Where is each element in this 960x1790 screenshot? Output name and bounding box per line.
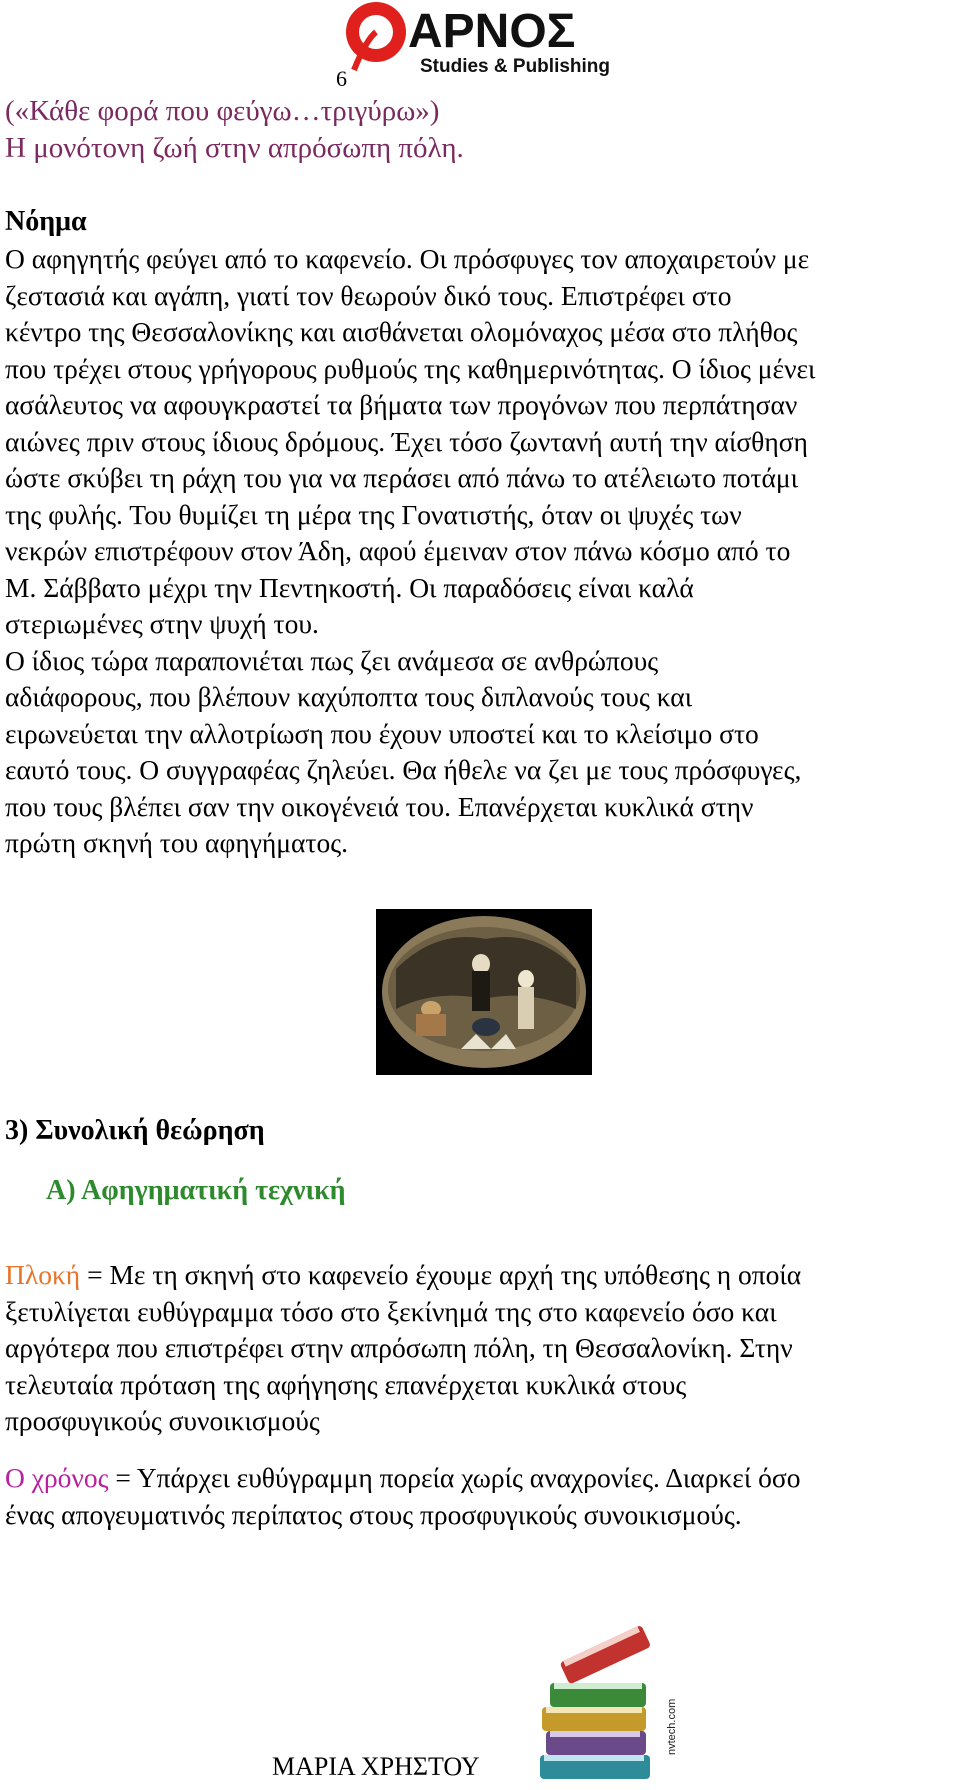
text-line: ειρωνεύεται την αλλοτρίωση που έχουν υποστεί και το κλείσιμο στο	[5, 717, 759, 749]
text-line: τελευταία πρόταση της αφήγησης επανέρχεται κυκλικά στους	[5, 1368, 687, 1400]
plot-term: Πλοκή	[5, 1259, 81, 1290]
text-line: αργότερα που επιστρέφει στην απρόσωπη πόλη, τη Θεσσαλονίκη. Στην	[5, 1332, 793, 1363]
text-line: πρώτη σκηνή του αφηγήματος.	[5, 827, 348, 858]
time-first-line: = Υπάρχει ευθύγραμμη πορεία χωρίς αναχρονίες. Διαρκεί όσο	[108, 1462, 801, 1493]
text-line: αδιάφορους, που βλέπουν καχύποπτα τους διπλανούς τους και	[5, 681, 693, 712]
text-line: που τους βλέπει σαν την οικογένειά του. Επανέρχεται κυκλικά στην	[5, 790, 754, 822]
text-line: κέντρο της Θεσσαλονίκης και αισθάνεται ολομόναχος μέσα στο πλήθος	[5, 316, 798, 347]
books-clipart	[520, 1605, 700, 1785]
logo-tagline: Studies & Publishing	[420, 56, 611, 77]
plot-first-line: = Με τη σκηνή στο καφενείο έχουμε αρχή της υπόθεσης η οποία	[80, 1259, 802, 1290]
text-line: ζεστασιά και αγάπη, γιατί τον θεωρούν δικό τους. Επιστρέφει στο	[5, 279, 732, 311]
time-term: Ο χρόνος	[5, 1462, 109, 1493]
meaning-heading: Νόημα	[5, 206, 87, 237]
section-a-heading: Α) Αφηγηματική τεχνική	[46, 1175, 346, 1206]
text-line: προσφυγικούς συνοικισμούς	[5, 1405, 320, 1436]
painting-image	[376, 909, 592, 1075]
author-name: ΜΑΡΙΑ ΧΡΗΣΤΟΥ	[272, 1752, 480, 1781]
text-line: εαυτό τους. Ο συγγραφέας ζηλεύει. Θα ήθελε να ζει με τους πρόσφυγες,	[5, 754, 802, 785]
text-line: Μ. Σάββατο μέχρι την Πεντηκοστή. Οι παραδόσεις είναι καλά	[5, 571, 694, 603]
logo-brand: ΑΡΝΟΣ	[408, 5, 576, 58]
meaning-paragraph	[5, 241, 955, 862]
text-line: αιώνες πριν στους ίδιους δρόμους. Έχει τόσο ζωντανή αυτή την αίσθηση	[5, 425, 808, 457]
text-line: Ο αφηγητής φεύγει από το καφενείο. Οι πρόσφυγες τον αποχαιρετούν με	[5, 243, 810, 274]
section-3-heading: 3) Συνολική θεώρηση	[5, 1115, 265, 1146]
text-line: της φυλής. Του θυμίζει τη μέρα της Γονατιστής, όταν οι ψυχές των	[5, 498, 742, 530]
text-line: νεκρών επιστρέφουν στον Άδη, αφού έμειναν στον πάνω κόσμο από το	[5, 535, 791, 566]
publisher-logo	[346, 0, 626, 82]
text-line: ώστε σκύβει τη ράχη του για να περάσει από πάνω το ατέλειωτο ποτάμι	[5, 462, 799, 493]
text-line: ένας απογευματινός περίπατος στους προσφυγικούς συνοικισμούς.	[5, 1498, 742, 1530]
text-line: ασάλευτος να αφουγκραστεί τα βήματα των προγόνων που περπάτησαν	[5, 389, 798, 420]
text-line: στεριωμένες στην ψυχή του.	[5, 608, 319, 639]
plot-paragraph	[5, 1257, 955, 1440]
subtitle-line-1: («Κάθε φορά που φεύγω…τριγύρω»)	[5, 95, 440, 127]
clipart-watermark: nvtech.com	[666, 1698, 678, 1755]
text-line: που τρέχει στους γρήγορους ρυθμούς της καθημερινότητας. Ο ίδιος μένει	[5, 352, 816, 384]
text-line: Ο ίδιος τώρα παραπονιέται πως ζει ανάμεσα σε ανθρώπους	[5, 644, 659, 676]
text-line: ξετυλίγεται ευθύγραμμα τόσο στο ξεκίνημά της στο καφενείο όσο και	[5, 1295, 777, 1327]
subtitle-line-2: Η μονότονη ζωή στην απρόσωπη πόλη.	[5, 132, 464, 164]
page-number: 6	[336, 66, 347, 91]
time-paragraph	[5, 1460, 955, 1533]
